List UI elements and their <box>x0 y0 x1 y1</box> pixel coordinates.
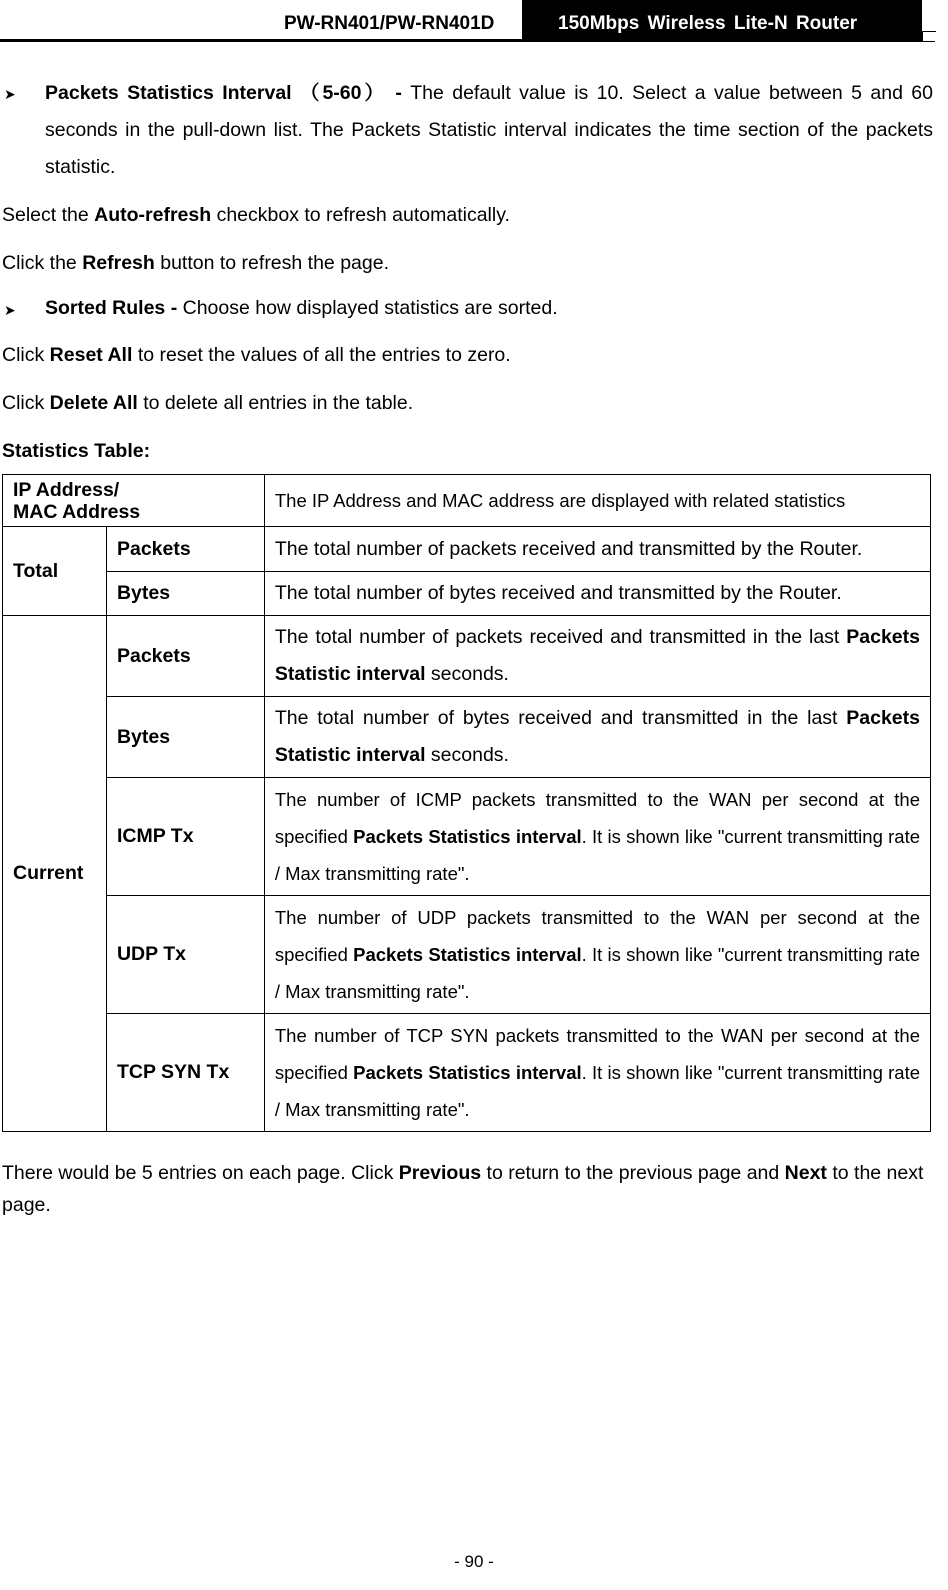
tcp-post: . It is shown like "current transmitting rate / Max transmitting rate". <box>274 1062 920 1120</box>
delete-post: to delete all entries in the table. <box>137 392 414 414</box>
footer-pre: There would be 5 entries on each page. Click <box>2 1162 399 1184</box>
total-group-label: Total <box>3 527 107 616</box>
interval-label: Packets Statistics Interval （5-60） - <box>45 82 402 104</box>
tcp-pre: The number of TCP SYN packets transmitted to the WAN per second at the specified <box>274 1025 920 1083</box>
refresh-post: button to refresh the page. <box>154 252 389 274</box>
product-banner <box>522 0 922 42</box>
header-rule <box>0 39 935 42</box>
header-notch <box>922 31 936 41</box>
next-bold: Next <box>784 1162 827 1184</box>
reset-post: to reset the values of all the entries to zero. <box>132 344 511 366</box>
sorted-label: Sorted Rules - <box>45 297 178 319</box>
table-row <box>3 1014 931 1132</box>
tcp-syn-tx-label: TCP SYN Tx <box>106 1014 264 1132</box>
ip-mac-label <box>3 475 265 527</box>
current-bytes-post: seconds. <box>425 744 509 766</box>
current-packets-label: Packets <box>106 616 264 697</box>
udp-pre: The number of UDP packets transmitted to the WAN per second at the specified <box>274 907 920 965</box>
autorefresh-post: checkbox to refresh automatically. <box>211 204 510 226</box>
table-row <box>3 527 931 572</box>
table-row <box>3 896 931 1014</box>
current-packets-bold: Packets Statistic interval <box>274 626 920 685</box>
udp-tx-label: UDP Tx <box>106 896 264 1014</box>
total-bytes-desc: The total number of bytes received and transmitted by the Router. <box>264 572 930 616</box>
page-number: - 90 - <box>454 1552 494 1571</box>
interval-bullet-text <box>45 75 933 186</box>
table-heading: Statistics Table: <box>2 440 151 462</box>
tcp-syn-tx-desc <box>264 1014 930 1132</box>
page-header <box>0 0 935 42</box>
reset-bold: Reset All <box>49 344 133 366</box>
table-row <box>3 572 931 616</box>
icmp-bold: Packets Statistics interval <box>353 826 582 847</box>
current-packets-pre: The total number of packets received and transmitted in the last <box>274 626 847 648</box>
current-bytes-pre: The total number of bytes received and transmitted in the last <box>274 707 847 729</box>
table-row <box>3 475 931 527</box>
icmp-post: . It is shown like "current transmitting rate / Max transmitting rate". <box>274 826 920 884</box>
icmp-tx-label: ICMP Tx <box>106 778 264 896</box>
current-packets-post: seconds. <box>425 663 509 685</box>
table-row <box>3 778 931 896</box>
bullet-arrow-icon: ➤ <box>4 86 16 102</box>
refresh-pre: Click the <box>2 252 83 274</box>
product-name: 150Mbps Wireless Lite-N Router <box>558 13 858 34</box>
previous-bold: Previous <box>398 1162 482 1184</box>
total-bytes-label: Bytes <box>106 572 264 616</box>
refresh-bold: Refresh <box>82 252 155 274</box>
reset-paragraph <box>2 336 511 374</box>
footer-mid: to return to the previous page and <box>481 1162 785 1184</box>
sorted-bullet-text <box>45 290 933 327</box>
icmp-tx-desc <box>264 778 930 896</box>
current-packets-desc <box>264 616 930 697</box>
reset-pre: Click <box>2 344 50 366</box>
total-packets-desc: The total number of packets received and transmitted by the Router. <box>264 527 930 572</box>
footer-paragraph <box>2 1157 937 1221</box>
bullet-arrow-icon: ➤ <box>4 302 16 318</box>
current-bytes-desc <box>264 697 930 778</box>
current-bytes-label: Bytes <box>106 697 264 778</box>
sorted-description: Choose how displayed statistics are sorted. <box>177 297 558 319</box>
tcp-bold: Packets Statistics interval <box>353 1062 582 1083</box>
current-bytes-bold: Packets Statistic interval <box>274 707 920 766</box>
interval-description: The default value is 10. Select a value between 5 and 60 seconds in the pull-down list. The Packets Statistic interval indicates the time section of the packets statistic. <box>45 82 933 178</box>
udp-bold: Packets Statistics interval <box>353 944 582 965</box>
autorefresh-paragraph <box>2 196 510 234</box>
delete-paragraph <box>2 384 413 422</box>
statistics-table <box>2 474 931 1132</box>
model-name: PW-RN401/PW-RN401D <box>284 13 495 34</box>
current-group-label: Current <box>3 616 107 1132</box>
autorefresh-bold: Auto-refresh <box>94 204 212 226</box>
udp-post: . It is shown like "current transmitting rate / Max transmitting rate". <box>274 944 920 1002</box>
delete-pre: Click <box>2 392 50 414</box>
table-row <box>3 697 931 778</box>
autorefresh-pre: Select the <box>2 204 95 226</box>
delete-bold: Delete All <box>49 392 138 414</box>
ip-label-line1: IP Address/ <box>13 478 120 501</box>
udp-tx-desc <box>264 896 930 1014</box>
ip-label-line2: MAC Address <box>13 500 141 523</box>
refresh-paragraph <box>2 244 389 282</box>
footer-post: to the next page. <box>2 1162 924 1216</box>
ip-mac-desc: The IP Address and MAC address are displayed with related statistics <box>264 475 930 527</box>
table-row <box>3 616 931 697</box>
total-packets-label: Packets <box>106 527 264 572</box>
icmp-pre: The number of ICMP packets transmitted to the WAN per second at the specified <box>274 789 920 847</box>
